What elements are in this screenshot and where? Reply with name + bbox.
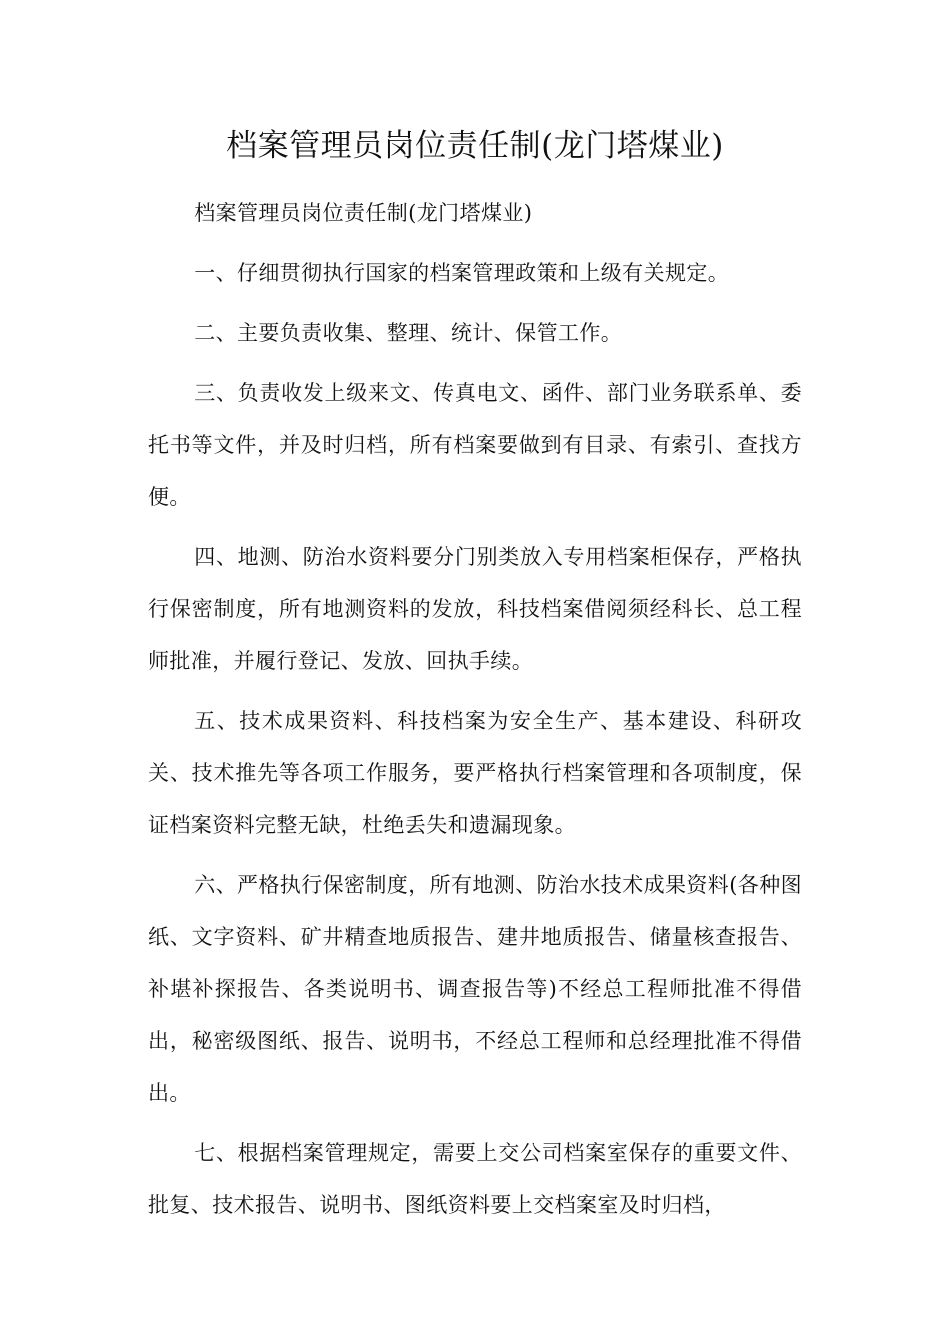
paragraph-item-5: 五、技术成果资料、科技档案为安全生产、基本建设、科研攻关、技术推先等各项工作服务，要严格执行档案管理和各项制度，保证档案资料完整无缺，杜绝丢失和遗漏现象。 bbox=[148, 709, 802, 837]
paragraph-item-3: 三、负责收发上级来文、传真电文、函件、部门业务联系单、委托书等文件，并及时归档，所有档案要做到有目录、有索引、查找方便。 bbox=[148, 381, 802, 509]
paragraph-item-2: 二、主要负责收集、整理、统计、保管工作。 bbox=[194, 321, 623, 345]
document-body bbox=[148, 187, 802, 1239]
paragraph-item-7: 七、根据档案管理规定，需要上交公司档案室保存的重要文件、批复、技术报告、说明书、图纸资料要上交档案室及时归档， bbox=[148, 1141, 802, 1217]
paragraph-item-1: 一、仔细贯彻执行国家的档案管理政策和上级有关规定。 bbox=[194, 261, 730, 285]
document-title: 档案管理员岗位责任制(龙门塔煤业) bbox=[226, 128, 724, 164]
paragraph-item-4: 四、地测、防治水资料要分门别类放入专用档案柜保存，严格执行保密制度，所有地测资料的发放，科技档案借阅须经科长、总工程师批准，并履行登记、发放、回执手续。 bbox=[148, 545, 802, 673]
paragraph-item-6: 六、严格执行保密制度，所有地测、防治水技术成果资料(各种图纸、文字资料、矿井精查地质报告、建井地质报告、储量核查报告、补堪补探报告、各类说明书、调查报告等)不经总工程师批准不得借出，秘密级图纸、报告、说明书，不经总工程师和总经理批准不得借出。 bbox=[148, 873, 802, 1105]
paragraph-subtitle: 档案管理员岗位责任制(龙门塔煤业) bbox=[194, 201, 533, 225]
